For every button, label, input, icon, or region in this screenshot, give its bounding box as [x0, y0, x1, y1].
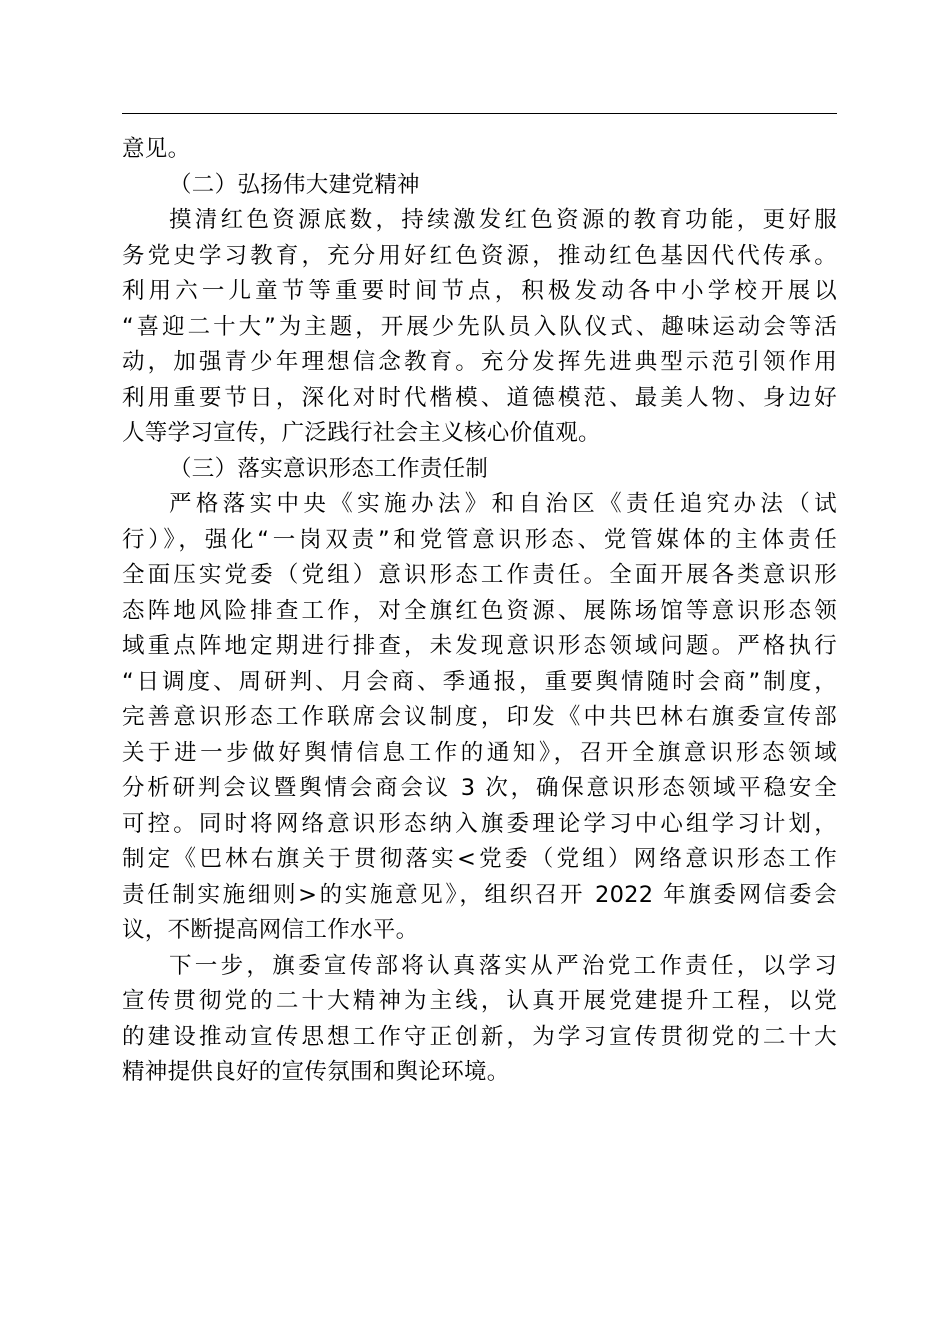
text-line: 利用重要节日，深化对时代楷模、道德模范、最美人物、身边好	[122, 384, 837, 411]
section-heading: （三）落实意识形态工作责任制	[169, 455, 489, 482]
text-line: 摸清红色资源底数，持续激发红色资源的教育功能，更好服	[169, 207, 837, 233]
text-line: 域重点阵地定期进行排查，未发现意识形态领域问题。严格执行	[122, 633, 837, 659]
text-line: 意见。	[122, 136, 191, 162]
text-line: 行）》，强化“一岗双责”和党管意识形态、党管媒体的主体责任	[122, 526, 837, 553]
text-line: 人等学习宣传，广泛践行社会主义核心价值观。	[122, 420, 601, 446]
text-line: “喜迎二十大”为主题，开展少先队员入队仪式、趣味运动会等活	[122, 313, 837, 340]
header-rule	[122, 113, 837, 114]
text-line: 制定《巴林右旗关于贯彻落实<党委（党组）网络意识形态工作	[122, 846, 837, 872]
text-line: 下一步，旗委宣传部将认真落实从严治党工作责任，以学习	[169, 952, 837, 979]
text-line: 可控。同时将网络意识形态纳入旗委理论学习中心组学习计划，	[122, 810, 837, 837]
text-line: 精神提供良好的宣传氛围和舆论环境。	[122, 1059, 510, 1085]
text-line: 务党史学习教育，充分用好红色资源，推动红色基因代代传承。	[122, 242, 837, 269]
text-line: “日调度、周研判、月会商、季通报，重要舆情随时会商”制度，	[122, 668, 837, 695]
text-line: 动，加强青少年理想信念教育。充分发挥先进典型示范引领作用	[122, 349, 837, 375]
text-line: 态阵地风险排查工作，对全旗红色资源、展陈场馆等意识形态领	[122, 597, 837, 624]
text-line: 全面压实党委（党组）意识形态工作责任。全面开展各类意识形	[122, 562, 837, 588]
text-line: 议，不断提高网信工作水平。	[122, 917, 419, 943]
text-line: 利用六一儿童节等重要时间节点，积极发动各中小学校开展以	[122, 278, 837, 304]
section-heading: （二）弘扬伟大建党精神	[169, 171, 420, 198]
text-line: 完善意识形态工作联席会议制度，印发《中共巴林右旗委宣传部	[122, 704, 837, 730]
text-line: 责任制实施细则>的实施意见》，组织召开 2022 年旗委网信委会	[122, 881, 837, 908]
text-line: 的建设推动宣传思想工作守正创新，为学习宣传贯彻党的二十大	[122, 1023, 837, 1050]
text-line: 严格落实中央《实施办法》和自治区《责任追究办法（试	[169, 491, 837, 517]
document-body	[122, 132, 837, 1091]
text-line: 分析研判会议暨舆情会商会议 3 次，确保意识形态领域平稳安全	[122, 775, 837, 801]
text-line: 宣传贯彻党的二十大精神为主线，认真开展党建提升工程，以党	[122, 988, 837, 1014]
text-line: 关于进一步做好舆情信息工作的通知》，召开全旗意识形态领域	[122, 739, 837, 766]
